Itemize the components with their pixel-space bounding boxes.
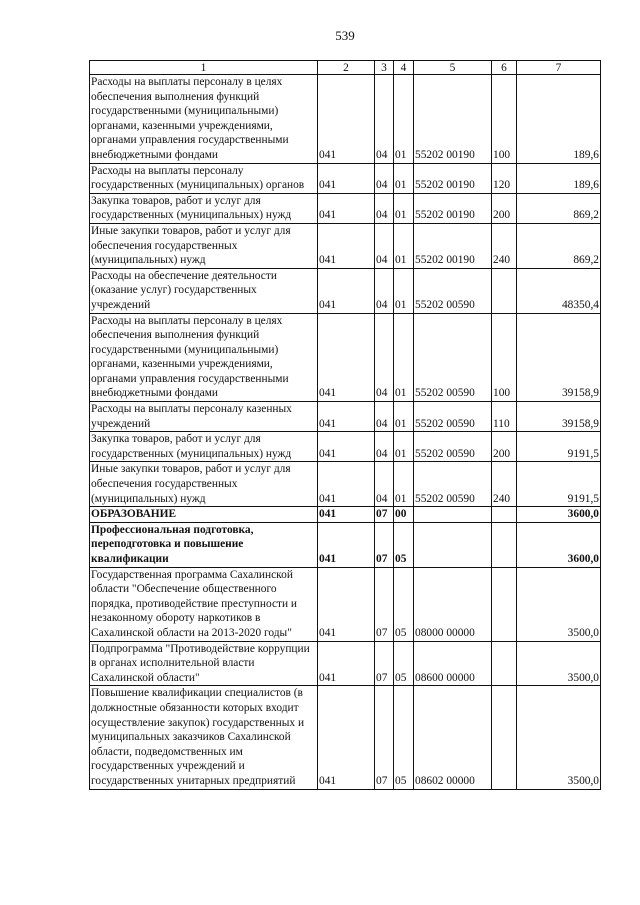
row-section-code: 04: [375, 193, 394, 223]
row-section-code: 07: [375, 686, 394, 789]
row-ministry-code: 041: [318, 223, 375, 268]
table-row: [90, 223, 601, 268]
row-target-article-code: 08602 00000: [414, 686, 492, 789]
row-target-article-code: 55202 00190: [414, 75, 492, 164]
row-section-code: 04: [375, 268, 394, 313]
row-target-article-code: 55202 00590: [414, 462, 492, 507]
row-amount: 9191,5: [517, 432, 601, 462]
row-expense-type-code: [492, 522, 517, 567]
row-subsection-code: 00: [394, 507, 414, 523]
row-name: Иные закупки товаров, работ и услуг для обеспечения государственных (муниципальных) нужд: [90, 223, 318, 268]
row-subsection-code: 05: [394, 641, 414, 686]
row-target-article-code: 55202 00190: [414, 163, 492, 193]
row-target-article-code: 55202 00190: [414, 193, 492, 223]
row-name: Закупка товаров, работ и услуг для государственных (муниципальных) нужд: [90, 193, 318, 223]
row-subsection-code: 01: [394, 223, 414, 268]
row-subsection-code: 01: [394, 462, 414, 507]
row-expense-type-code: 100: [492, 75, 517, 164]
table-row: [90, 686, 601, 789]
row-amount: 3600,0: [517, 507, 601, 523]
row-section-code: 04: [375, 432, 394, 462]
row-name: Профессиональная подготовка, переподготовка и повышение квалификации: [90, 522, 318, 567]
table-row: [90, 462, 601, 507]
row-ministry-code: 041: [318, 641, 375, 686]
table-row: [90, 522, 601, 567]
row-expense-type-code: [492, 507, 517, 523]
row-amount: 48350,4: [517, 268, 601, 313]
column-header-amount: 7: [517, 61, 601, 75]
table-header-row: [90, 61, 601, 75]
table-row: [90, 193, 601, 223]
row-amount: 3500,0: [517, 641, 601, 686]
row-expense-type-code: 240: [492, 462, 517, 507]
row-section-code: 04: [375, 313, 394, 402]
row-expense-type-code: [492, 686, 517, 789]
row-section-code: 07: [375, 507, 394, 523]
row-section-code: 04: [375, 163, 394, 193]
row-expense-type-code: 240: [492, 223, 517, 268]
row-subsection-code: 05: [394, 522, 414, 567]
row-amount: 3500,0: [517, 567, 601, 641]
row-ministry-code: 041: [318, 75, 375, 164]
row-target-article-code: 55202 00590: [414, 432, 492, 462]
budget-table: [89, 60, 601, 790]
row-name: Закупка товаров, работ и услуг для государственных (муниципальных) нужд: [90, 432, 318, 462]
row-name: Расходы на обеспечение деятельности (оказание услуг) государственных учреждений: [90, 268, 318, 313]
row-expense-type-code: 120: [492, 163, 517, 193]
row-name: Иные закупки товаров, работ и услуг для обеспечения государственных (муниципальных) нужд: [90, 462, 318, 507]
row-target-article-code: 55202 00590: [414, 313, 492, 402]
column-header-ministry: 2: [318, 61, 375, 75]
row-expense-type-code: [492, 567, 517, 641]
row-amount: 869,2: [517, 193, 601, 223]
row-section-code: 07: [375, 567, 394, 641]
row-ministry-code: 041: [318, 313, 375, 402]
table-row: [90, 268, 601, 313]
row-ministry-code: 041: [318, 462, 375, 507]
table-row: [90, 641, 601, 686]
row-section-code: 04: [375, 462, 394, 507]
table-row: [90, 507, 601, 523]
row-expense-type-code: [492, 268, 517, 313]
row-section-code: 04: [375, 223, 394, 268]
row-amount: 869,2: [517, 223, 601, 268]
row-expense-type-code: 100: [492, 313, 517, 402]
row-amount: 189,6: [517, 75, 601, 164]
row-expense-type-code: 200: [492, 432, 517, 462]
table-row: [90, 567, 601, 641]
row-target-article-code: [414, 507, 492, 523]
row-ministry-code: 041: [318, 193, 375, 223]
row-ministry-code: 041: [318, 163, 375, 193]
row-ministry-code: 041: [318, 686, 375, 789]
table-row: [90, 432, 601, 462]
row-section-code: 04: [375, 75, 394, 164]
row-target-article-code: 08600 00000: [414, 641, 492, 686]
row-ministry-code: 041: [318, 268, 375, 313]
column-header-subsection: 4: [394, 61, 414, 75]
row-ministry-code: 041: [318, 432, 375, 462]
row-name: ОБРАЗОВАНИЕ: [90, 507, 318, 523]
row-section-code: 07: [375, 522, 394, 567]
column-header-target-article: 5: [414, 61, 492, 75]
row-name: Расходы на выплаты персоналу казенных учреждений: [90, 402, 318, 432]
row-name: Расходы на выплаты персоналу в целях обеспечения выполнения функций государственными (муниципальными) органами, казенными учреждениями, органами управления государственными внебюджетными фондами: [90, 75, 318, 164]
row-amount: 3500,0: [517, 686, 601, 789]
row-name: Повышение квалификации специалистов (в должностные обязанности которых входит осуществление закупок) государственных и муниципальных заказчиков Сахалинской области, подведомственных им государственных учреждений и государственных унитарных предприятий: [90, 686, 318, 789]
row-amount: 3600,0: [517, 522, 601, 567]
row-amount: 189,6: [517, 163, 601, 193]
row-ministry-code: 041: [318, 522, 375, 567]
row-target-article-code: 08000 00000: [414, 567, 492, 641]
table-row: [90, 163, 601, 193]
row-section-code: 07: [375, 641, 394, 686]
row-ministry-code: 041: [318, 567, 375, 641]
row-expense-type-code: [492, 641, 517, 686]
page-number: 539: [335, 28, 355, 43]
row-ministry-code: 041: [318, 402, 375, 432]
row-target-article-code: [414, 522, 492, 567]
table-row: [90, 313, 601, 402]
row-subsection-code: 01: [394, 432, 414, 462]
row-target-article-code: 55202 00190: [414, 223, 492, 268]
row-subsection-code: 01: [394, 268, 414, 313]
row-ministry-code: 041: [318, 507, 375, 523]
row-subsection-code: 01: [394, 313, 414, 402]
row-subsection-code: 05: [394, 567, 414, 641]
row-amount: 39158,9: [517, 313, 601, 402]
row-subsection-code: 05: [394, 686, 414, 789]
row-target-article-code: 55202 00590: [414, 402, 492, 432]
row-subsection-code: 01: [394, 163, 414, 193]
row-name: Государственная программа Сахалинской области "Обеспечение общественного порядка, противодействие преступности и незаконному обороту наркотиков в Сахалинской области на 2013-2020 годы": [90, 567, 318, 641]
row-expense-type-code: 200: [492, 193, 517, 223]
column-header-expense-type: 6: [492, 61, 517, 75]
row-name: Расходы на выплаты персоналу в целях обеспечения выполнения функций государственными (муниципальными) органами, казенными учреждениями, органами управления государственными внебюджетными фондами: [90, 313, 318, 402]
column-header-name: 1: [90, 61, 318, 75]
row-amount: 9191,5: [517, 462, 601, 507]
row-expense-type-code: 110: [492, 402, 517, 432]
table-row: [90, 75, 601, 164]
row-subsection-code: 01: [394, 193, 414, 223]
row-section-code: 04: [375, 402, 394, 432]
table-row: [90, 402, 601, 432]
row-subsection-code: 01: [394, 402, 414, 432]
column-header-section: 3: [375, 61, 394, 75]
row-target-article-code: 55202 00590: [414, 268, 492, 313]
row-subsection-code: 01: [394, 75, 414, 164]
row-amount: 39158,9: [517, 402, 601, 432]
row-name: Подпрограмма "Противодействие коррупции в органах исполнительной власти Сахалинской области": [90, 641, 318, 686]
row-name: Расходы на выплаты персоналу государственных (муниципальных) органов: [90, 163, 318, 193]
